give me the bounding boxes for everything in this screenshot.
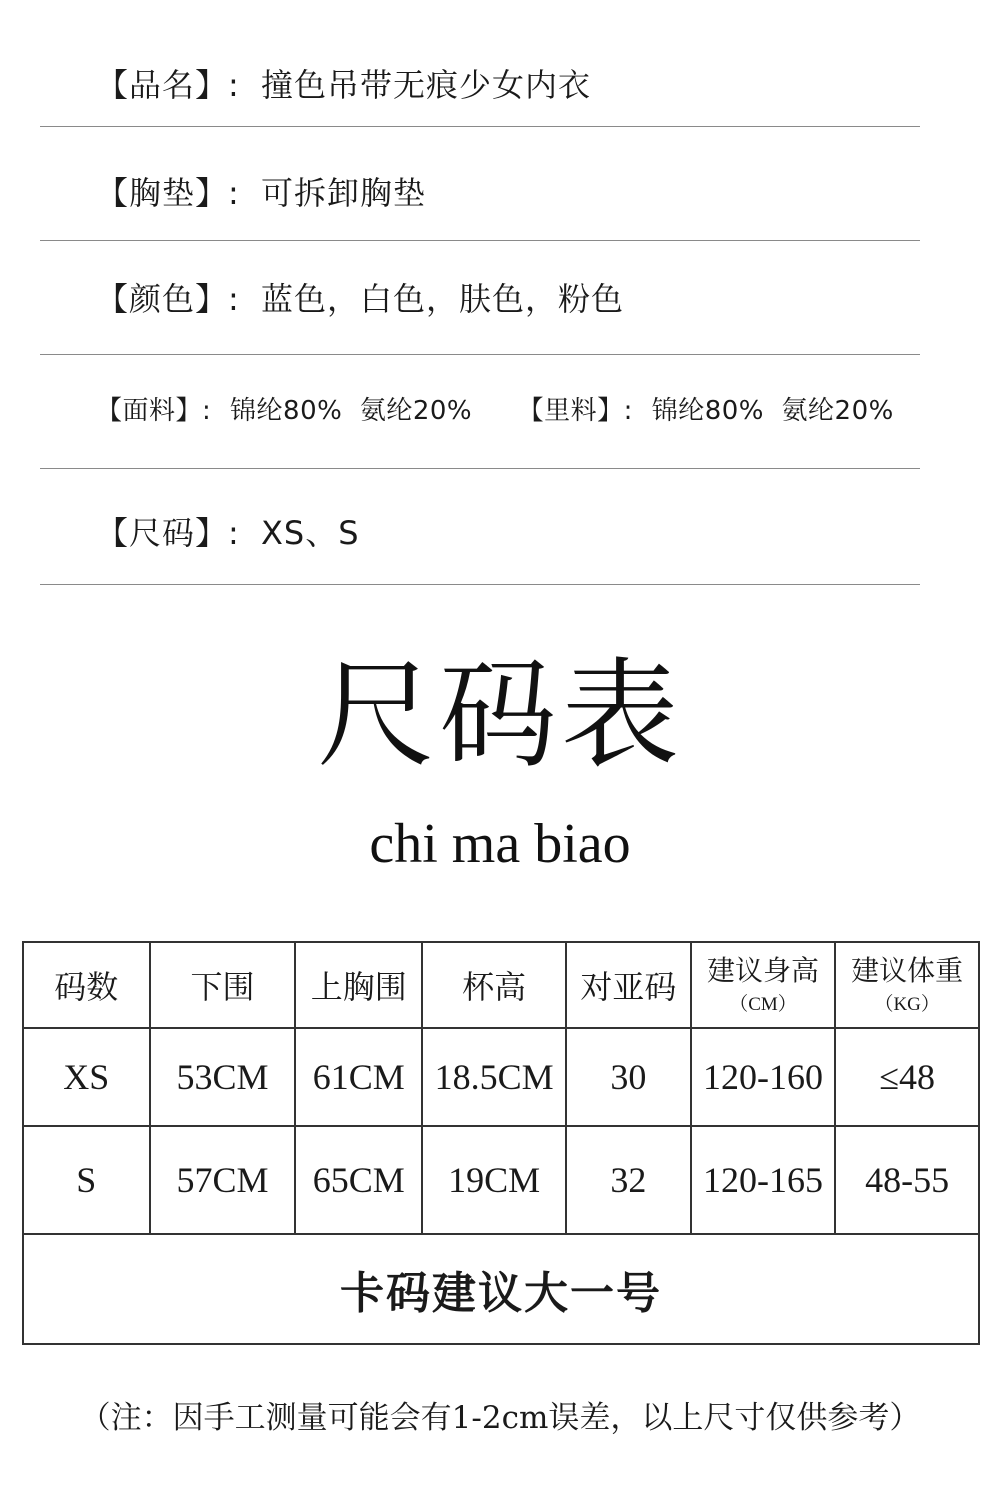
table-header-cell: 建议身高 （CM） (691, 942, 836, 1028)
info-name-row (96, 60, 591, 106)
table-cell: 61CM (295, 1028, 422, 1126)
table-row (23, 1028, 979, 1126)
table-cell: ≤48 (835, 1028, 979, 1126)
table-cell: 120-160 (691, 1028, 836, 1126)
table-header-cell: 建议体重 （KG） (835, 942, 979, 1028)
table-header-row (23, 942, 979, 1028)
size-table (22, 941, 980, 1345)
info-size-row (96, 508, 360, 554)
info-color-row (96, 274, 624, 320)
measurement-footnote: （注：因手工测量可能会有1-2cm误差，以上尺寸仅供参考） (79, 1400, 921, 1436)
table-row (23, 1126, 979, 1234)
table-cell: 53CM (150, 1028, 296, 1126)
size-advice-note: 卡码建议大一号 (23, 1234, 979, 1344)
info-fabric-outer-value: 锦纶80% 氨纶20% (230, 396, 473, 426)
info-size-label: 【尺码】: (96, 514, 240, 552)
info-pad-row (96, 168, 426, 214)
info-color-value: 蓝色，白色，肤色，粉色 (260, 280, 624, 318)
divider (40, 240, 920, 241)
divider (40, 468, 920, 469)
info-name-value: 撞色吊带无痕少女内衣 (260, 66, 591, 104)
info-fabric-outer-label: 【面料】: (96, 396, 212, 426)
table-cell: 120-165 (691, 1126, 836, 1234)
info-pad-value: 可拆卸胸垫 (260, 174, 426, 212)
table-note-row (23, 1234, 979, 1344)
table-cell: 30 (566, 1028, 691, 1126)
info-fabric-lining-value: 锦纶80% 氨纶20% (651, 396, 894, 426)
table-header-cell: 对亚码 (566, 942, 691, 1028)
divider (40, 126, 920, 127)
size-chart-title: 尺码表 (316, 646, 683, 784)
info-pad-label: 【胸垫】: (96, 174, 240, 212)
divider (40, 584, 920, 585)
info-fabric-lining-label: 【里料】: (517, 396, 633, 426)
table-header-cell: 下围 (150, 942, 296, 1028)
info-size-value: XS、S (260, 514, 360, 552)
table-cell: 32 (566, 1126, 691, 1234)
table-header-cell: 杯高 (422, 942, 566, 1028)
table-cell: 48-55 (835, 1126, 979, 1234)
divider (40, 354, 920, 355)
table-cell: S (23, 1126, 150, 1234)
table-header-cell: 上胸围 (295, 942, 422, 1028)
info-name-label: 【品名】: (96, 66, 240, 104)
table-cell: 19CM (422, 1126, 566, 1234)
info-color-label: 【颜色】: (96, 280, 240, 318)
info-fabric-row (96, 390, 894, 427)
table-header-cell: 码数 (23, 942, 150, 1028)
table-cell: 57CM (150, 1126, 296, 1234)
table-cell: 18.5CM (422, 1028, 566, 1126)
size-chart-subtitle: chi ma biao (369, 813, 631, 875)
table-cell: 65CM (295, 1126, 422, 1234)
table-cell: XS (23, 1028, 150, 1126)
